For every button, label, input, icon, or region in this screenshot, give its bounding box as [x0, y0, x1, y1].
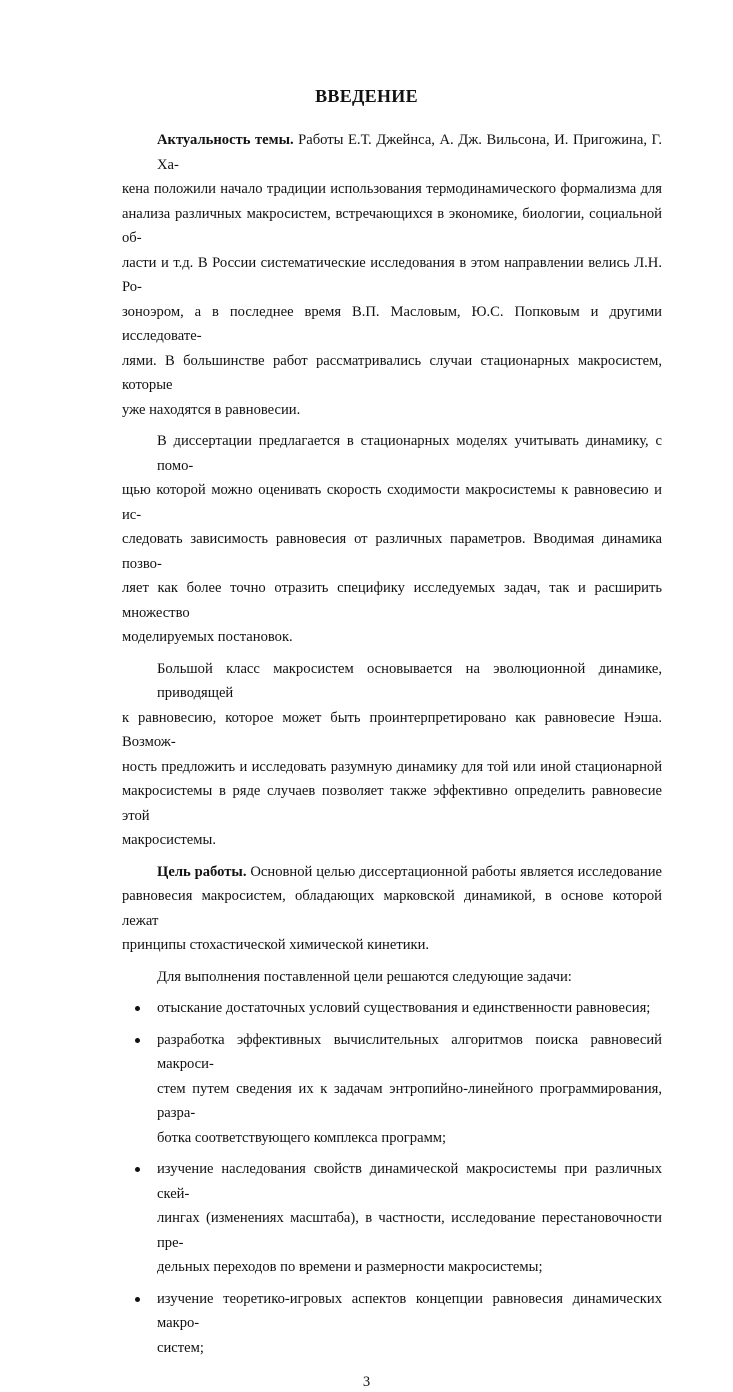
paragraph	[122, 657, 662, 853]
line-text: Большой класс макросистем основывается на эволюционной динамике, приводящей	[157, 660, 662, 701]
text-line	[157, 1028, 662, 1077]
bullet-icon	[135, 1167, 140, 1172]
paragraph	[122, 128, 662, 422]
paragraph	[122, 429, 662, 650]
text-line	[122, 755, 662, 780]
document-body	[122, 128, 662, 1360]
bullet-item	[122, 996, 662, 1021]
line-text: Основной целью диссертационной работы является исследование	[246, 863, 662, 880]
bullet-item	[122, 1287, 662, 1361]
text-line	[122, 965, 662, 990]
text-line	[157, 1077, 662, 1126]
line-text: Для выполнения поставленной цели решаются следующие задачи:	[157, 968, 572, 985]
text-line	[122, 625, 662, 650]
paragraph-lead: Актуальность темы.	[157, 132, 294, 148]
paragraph-lead: Цель работы.	[157, 863, 247, 880]
text-line	[157, 1126, 662, 1151]
bullet-item	[122, 1028, 662, 1151]
paragraph	[122, 965, 662, 990]
line-text: изучение наследования свойств динамической макросистемы при различных скей-	[157, 1161, 662, 1202]
line-text: уже находятся в равновесии.	[122, 401, 301, 418]
line-text: отыскание достаточных условий существования и единственности равновесия;	[157, 1000, 651, 1016]
line-text: анализа различных макросистем, встречающихся в экономике, биологии, социальной об-	[122, 205, 662, 246]
bullet-item	[122, 1157, 662, 1280]
line-text: щью которой можно оценивать скорость сходимости макросистемы к равновесию и ис-	[122, 482, 662, 523]
line-text: кена положили начало традиции использования термодинамического формализма для	[122, 181, 662, 197]
text-line	[122, 657, 662, 706]
text-line	[122, 398, 662, 423]
text-line	[122, 349, 662, 398]
line-text: к равновесию, которое может быть проинтерпретировано как равновесие Нэша. Возмож-	[122, 709, 662, 750]
text-line	[122, 828, 662, 853]
line-text: макросистемы в ряде случаев позволяет также эффективно определить равновесие этой	[122, 783, 662, 824]
line-text: дельных переходов по времени и размерности макросистемы;	[157, 1259, 543, 1275]
text-line	[122, 706, 662, 755]
text-line	[122, 429, 662, 478]
line-text: ботка соответствующего комплекса программ;	[157, 1129, 447, 1146]
text-line	[122, 300, 662, 349]
line-text: равновесия макросистем, обладающих марковской динамикой, в основе которой лежат	[122, 888, 662, 929]
bullet-icon	[135, 1006, 140, 1011]
bullet-icon	[135, 1038, 140, 1043]
line-text: систем;	[157, 1339, 204, 1356]
text-line	[157, 1255, 662, 1280]
page-title: ВВЕДЕНИЕ	[315, 86, 418, 106]
line-text: ность предложить и исследовать разумную динамику для той или иной стационарной	[122, 758, 662, 775]
text-line	[157, 1157, 662, 1206]
line-text: изучение теоретико-игровых аспектов концепции равновесия динамических макро-	[157, 1290, 662, 1331]
text-line	[122, 884, 662, 933]
paragraph	[122, 860, 662, 958]
text-line	[122, 128, 662, 177]
page-number: 3	[362, 1374, 371, 1390]
text-line	[122, 177, 662, 202]
text-line	[157, 1206, 662, 1255]
line-text: макросистемы.	[122, 832, 216, 848]
text-line	[122, 478, 662, 527]
line-text: лингах (изменениях масштаба), в частности, исследование перестановочности пре-	[157, 1210, 662, 1251]
text-line	[122, 527, 662, 576]
text-line	[122, 202, 662, 251]
line-text: Работы Е.Т. Джейнса, А. Дж. Вильсона, И. Пригожина, Г. Ха-	[157, 132, 662, 173]
text-line	[157, 1336, 662, 1361]
line-text: моделируемых постановок.	[122, 629, 293, 645]
text-line	[157, 996, 662, 1021]
bullet-icon	[135, 1297, 140, 1302]
line-text: следовать зависимость равновесия от различных параметров. Вводимая динамика позво-	[122, 531, 662, 572]
text-line	[157, 1287, 662, 1336]
line-text: разработка эффективных вычислительных алгоритмов поиска равновесий макроси-	[157, 1031, 662, 1072]
text-line	[122, 860, 662, 885]
text-line	[122, 576, 662, 625]
line-text: ляет как более точно отразить специфику исследуемых задач, так и расширить множество	[122, 580, 662, 621]
line-text: В диссертации предлагается в стационарных моделях учитывать динамику, с помо-	[157, 433, 662, 474]
line-text: ласти и т.д. В России систематические исследования в этом направлении велись Л.Н. Ро-	[122, 254, 662, 295]
line-text: принципы стохастической химической кинетики.	[122, 937, 430, 953]
line-text: зоноэром, а в последнее время В.П. Масловым, Ю.С. Попковым и другими исследовате-	[122, 303, 662, 344]
text-line	[122, 933, 662, 958]
line-text: стем путем сведения их к задачам энтропийно-линейного программирования, разра-	[157, 1080, 662, 1121]
text-line	[122, 251, 662, 300]
line-text: лями. В большинстве работ рассматривались случаи стационарных макросистем, которые	[122, 352, 662, 393]
text-line	[122, 779, 662, 828]
